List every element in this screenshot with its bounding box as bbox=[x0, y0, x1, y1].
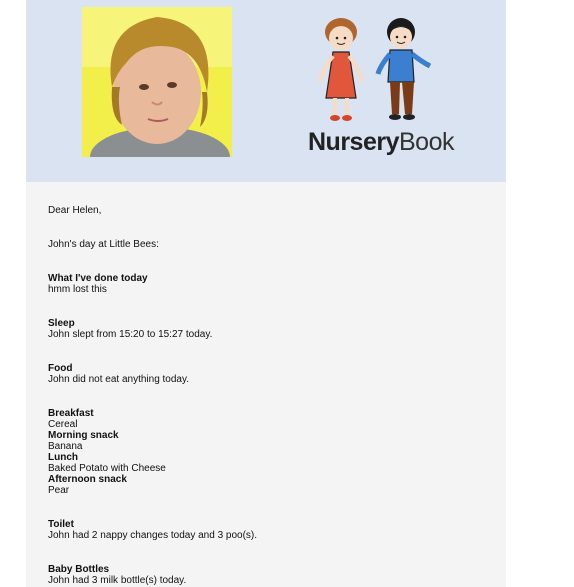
bottles-heading: Baby Bottles bbox=[48, 564, 110, 575]
what-done-text: hmm lost this bbox=[48, 284, 107, 295]
toilet-text: John had 2 nappy changes today and 3 poo(s). bbox=[48, 530, 258, 541]
email-header bbox=[26, 0, 506, 182]
what-done-heading: What I've done today bbox=[48, 273, 148, 284]
sleep-text: John slept from 15:20 to 15:27 today. bbox=[48, 329, 213, 340]
food-heading: Food bbox=[48, 363, 73, 374]
afternoon-snack-heading: Afternoon snack bbox=[48, 474, 127, 485]
logo-wordmark: NurseryBook bbox=[308, 128, 454, 156]
afternoon-snack-text: Pear bbox=[48, 485, 70, 496]
sleep-heading: Sleep bbox=[48, 318, 75, 329]
bottles-text: John had 3 milk bottle(s) today. bbox=[48, 575, 187, 586]
email-container bbox=[26, 0, 506, 587]
lunch-text: Baked Potato with Cheese bbox=[48, 463, 166, 474]
email-body bbox=[48, 205, 488, 586]
intro-line: John's day at Little Bees: bbox=[48, 239, 159, 250]
morning-snack-heading: Morning snack bbox=[48, 430, 119, 441]
breakfast-text: Cereal bbox=[48, 419, 78, 430]
breakfast-heading: Breakfast bbox=[48, 408, 94, 419]
food-text: John did not eat anything today. bbox=[48, 374, 190, 385]
greeting: Dear Helen, bbox=[48, 205, 102, 216]
morning-snack-text: Banana bbox=[48, 441, 83, 452]
child-photo bbox=[82, 7, 232, 157]
lunch-heading: Lunch bbox=[48, 452, 78, 463]
toilet-heading: Toilet bbox=[48, 519, 74, 530]
